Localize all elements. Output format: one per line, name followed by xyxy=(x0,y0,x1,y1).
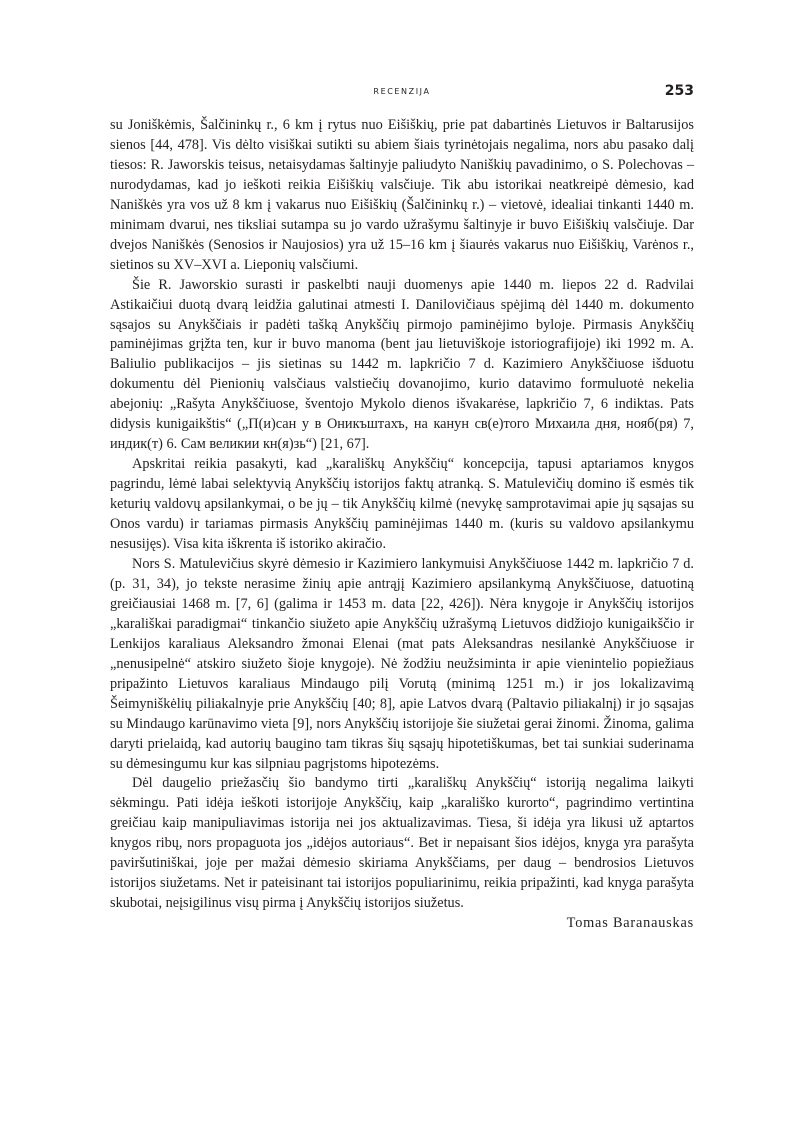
paragraph: su Joniškėmis, Šalčininkų r., 6 km į rytus nuo Eišiškių, prie pat dabartinės Lietuvos ir Baltarusijos sienos [44, 478]. Vis dėlto visiškai sutikti su abiem šiais tyrinėtojais negalima, nors abu pasako dalį tiesos: R. Jaworskis teisus, netaisydamas šaltinyje paliudyto Naniškių pavadinimo, o S. Polechovas – nurodydamas, kad jo ieškoti reikia Eišiškių valsčiuje. Tik abu istorikai neatkreipė dėmesio, kad Naniškės yra vos už 8 km į vakarus nuo Eišiškių (Šalčininkų r.) – vietovė, idealiai tinkanti 1440 m. minimam dvarui, nes tiksliai sutampa su jo vardo užrašymu šaltinyje ir buvo Eišiškių valsčiuje. Dar dvejos Naniškės (Senosios ir Naujosios) yra už 15–16 km į šiaurės vakarus nuo Eišiškių, Varėnos r., sietinos su XV–XVI a. Lieponių valsčiumi. xyxy=(110,117,694,273)
article-body xyxy=(110,116,694,934)
paragraph: Apskritai reikia pasakyti, kad „karališkų Anykščių“ koncepcija, tapusi aptariamos knygos pagrindu, lėmė labai selektyvią Anykščių istorijos faktų atranką. S. Matulevičių domino iš esmės tik keturių valdovų apsilankymai, o be jų – tik Anykščių kilmė (nevykę samprotavimai apie jų sąsajas su Onos vardu) ir tariamas pirmasis Anykščių paminėjimas 1440 m. (kuris su valdovo apsilankymu nesusijęs). Visa kita iškrenta iš istoriko akiračio. xyxy=(110,456,694,553)
paragraph: Nors S. Matulevičius skyrė dėmesio ir Kazimiero lankymuisi Anykščiuose 1442 m. lapkričio 7 d. (p. 31, 34), jo tekste nerasime žinių apie antrąjį Kazimiero apsilankymą Anykščiuose, datuotiną greičiausiai 1468 m. [7, 6] (galima ir 1453 m. data [22, 426]). Nėra knygoje ir Anykščių istorijos „karališkai paradigmai“ tinkančio siužeto apie Anykščių užrašymą Lietuvos didžiojo kunigaikščio ir Lenkijos karaliaus Aleksandro žmonai Elenai (mat pats Aleksandras nesilankė Anykščiuose ir „nenusipelnė“ atskiro siužeto šioje knygoje). Nė žodžiu neužsiminta ir apie vienintelio popiežiaus pripažinto Lietuvos karaliaus Mindaugo pilį Vorutą (minimą 1251 m.) ir jos lokalizavimą Šeimyniškėlių piliakalnyje prie Anykščių [40; 8], apie Latvos dvarą (Paltavio piliakalnį) ir jo sąsajas su Mindaugo karūnavimo vieta [9], nors Anykščių istorijoje šie siužetai gerai žinomi. Žinoma, galima daryti prielaidą, kad autorių baugino tam tikras šių sąsajų hipotetiškumas, bet tai sunkiai suderinama su dėmesingumu kur kas silpniau pagrįstoms hipotezėms. xyxy=(110,555,694,772)
running-header xyxy=(110,83,694,107)
page-number: 253 xyxy=(664,83,694,99)
paragraph: Šie R. Jaworskio surasti ir paskelbti nauji duomenys apie 1440 m. liepos 22 d. Radvilai Astikaičiui duotą dvarą leidžia galutinai atmesti I. Danilovičiaus spėjimą dėl 1440 m. dokumento sąsajos su Anykščiais ir padėti tašką Anykščių pirmojo paminėjimo byloje. Pirmasis Anykščių paminėjimas grįžta ten, kur ir buvo manoma (bent jau lietuviškoje istoriografijoje) iki 1992 m. A. Baliulio publikacijos – jis sietinas su 1442 m. lapkričio 7 d. Kazimiero Anykščiuose išduotu dokumentu dėl Pienionių valsčiaus valstiečių dovanojimo, kurio datavimo formuluotė nekelia abejonių: „Rašyta Anykščiuose, šventojo Mykolo dienos išvakarėse, lapkričio 7, 6 indiktas. Pats didysis kunigaikštis“ („П(и)сан у в Оникъштахъ, на канун св(е)того Михаила дня, нояб(ря) 7, индик(т) 6. Сам великии кн(я)зь“) [21, 67]. xyxy=(110,276,694,453)
author-signature: Tomas Baranauskas xyxy=(566,915,694,932)
paragraph: Dėl daugelio priežasčių šio bandymo tirti „karališkų Anykščių“ istoriją negalima laikyti sėkmingu. Pati idėja ieškoti istorijoje Anykščių, kaip „karališko kurorto“, pagrindimo vertintina greičiau kaip manipuliavimas istorija nei jos aktualizavimas. Tiesa, ši idėja yra likusi už aptartos knygos ribų, nors propaguota jos „idėjos autoriaus“. Bet ir nepaisant šios idėjos, knyga yra parašyta paviršutiniškai, joje per mažai dėmesio skiriama Anykščiams, per daug – bendrosios Lietuvos istorijos siužetams. Net ir pateisinant tai istorijos populiarinimu, reikia pripažinti, kad knyga parašyta skubotai, neįsigilinus visų pirma į Anykščių istorijos siužetus. xyxy=(110,775,694,912)
section-title: RECENZIJA xyxy=(373,87,431,96)
